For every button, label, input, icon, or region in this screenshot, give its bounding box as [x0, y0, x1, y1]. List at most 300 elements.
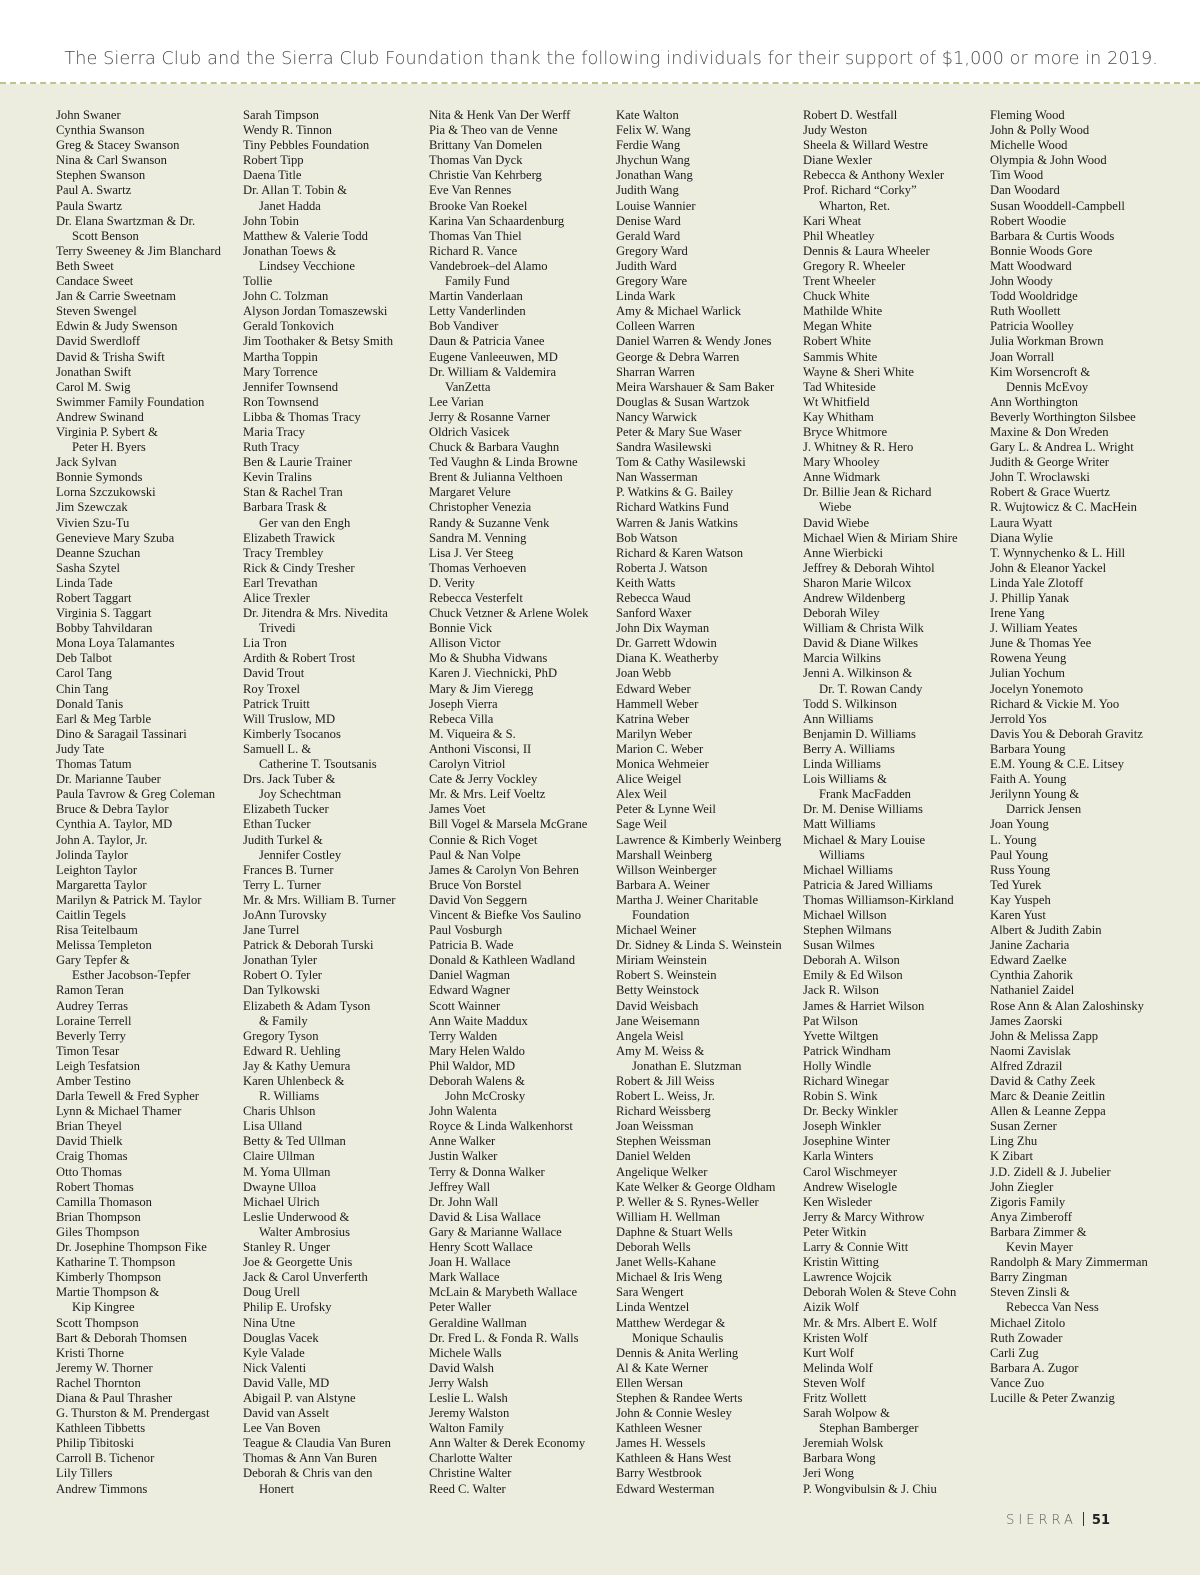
donor-name: Olympia & John Wood	[990, 153, 1107, 168]
donor-name: Beverly Worthington Silsbee	[990, 409, 1136, 424]
donor-name: Robert S. Weinstein	[616, 968, 717, 983]
donor-name-continuation: Dr. T. Rowan Candy	[819, 681, 923, 696]
donor-name: Dr. Fred L. & Fonda R. Walls	[429, 1330, 579, 1345]
donor-name: D. Verity	[429, 575, 475, 590]
donor-name: Samuell L. &	[243, 741, 312, 756]
donor-name: Karla Winters	[803, 1149, 874, 1164]
donor-name: Otto Thomas	[56, 1164, 122, 1179]
donor-name: Paul A. Swartz	[56, 183, 132, 198]
donor-name: Bryce Whitmore	[803, 424, 888, 439]
donor-name: Miriam Weinstein	[616, 953, 707, 968]
donor-name: Trent Wheeler	[803, 274, 876, 289]
donor-name: Libba & Thomas Tracy	[243, 409, 361, 424]
donor-name-continuation: Scott Benson	[72, 228, 139, 243]
donor-name-continuation: Lindsey Vecchione	[259, 258, 355, 273]
donor-name: Patrick & Deborah Turski	[243, 938, 374, 953]
donor-name: Thomas Tatum	[56, 757, 132, 772]
donor-name: Jeffrey Wall	[429, 1179, 491, 1194]
donor-name: Faith A. Young	[990, 772, 1067, 787]
donor-name: Tiny Pebbles Foundation	[243, 138, 370, 153]
donor-name: Linda Yale Zlotoff	[990, 575, 1084, 590]
donor-name: Jonathan Tyler	[243, 953, 318, 968]
donor-name: Matthew & Valerie Todd	[243, 228, 368, 243]
donor-name: Carol Tang	[56, 666, 112, 681]
donor-name: Lorna Szczukowski	[56, 485, 156, 500]
donor-name: Christie Van Kehrberg	[429, 168, 542, 183]
donor-name: Barbara Young	[990, 741, 1066, 756]
donor-name: Kate Welker & George Oldham	[616, 1179, 776, 1194]
donor-name: Ann Williams	[803, 711, 874, 726]
donor-name: Robert O. Tyler	[243, 968, 322, 983]
donor-name: Judy Weston	[803, 123, 868, 138]
donor-name: Brooke Van Roekel	[429, 198, 528, 213]
donor-name: Richard Weissberg	[616, 1104, 711, 1119]
donor-name: Janet Wells-Kahane	[616, 1255, 716, 1270]
donor-name: Leslie Underwood &	[243, 1209, 350, 1224]
donor-name: Sheela & Willard Westre	[803, 138, 928, 153]
donor-name: Ruth Zowader	[990, 1330, 1063, 1345]
donor-name: Daun & Patricia Vanee	[429, 334, 545, 349]
donor-name: Jim Toothaker & Betsy Smith	[243, 334, 394, 349]
donor-name: Marshall Weinberg	[616, 847, 713, 862]
donor-name: Cynthia Swanson	[56, 123, 145, 138]
donor-name: Judith Ward	[616, 258, 677, 273]
donor-name: P. Watkins & G. Bailey	[616, 485, 733, 500]
donor-name: David Weisbach	[616, 998, 699, 1013]
donor-name: Jane Turrel	[243, 923, 300, 938]
donor-name: Marilyn Weber	[616, 726, 693, 741]
donor-name: Barbara Wong	[803, 1451, 876, 1466]
donor-name: Maria Tracy	[243, 424, 305, 439]
donor-name: Brittany Van Domelen	[429, 138, 543, 153]
donor-name: Jeremy Walston	[429, 1406, 510, 1421]
donor-name: Beth Sweet	[56, 258, 114, 273]
donor-name: Edwin & Judy Swenson	[56, 319, 178, 334]
donor-name: Ben & Laurie Trainer	[243, 455, 352, 470]
donor-name: Robert L. Weiss, Jr.	[616, 1089, 715, 1104]
donor-name: Dr. William & Valdemira	[429, 364, 557, 379]
donor-name: Kimberly Tsocanos	[243, 726, 341, 741]
donor-name: Katharine T. Thompson	[56, 1255, 176, 1270]
donor-name: Michael & Mary Louise	[803, 832, 926, 847]
donor-name: Todd Wooldridge	[990, 289, 1078, 304]
donor-name: Barry Westbrook	[616, 1466, 702, 1481]
donor-name: Margaret Velure	[429, 485, 511, 500]
donor-name: Roy Troxel	[243, 681, 301, 696]
donor-name: Anne Widmark	[803, 470, 881, 485]
donor-name: Lisa J. Ver Steeg	[429, 545, 514, 560]
donor-name: Benjamin D. Williams	[803, 726, 916, 741]
donor-name: Ron Townsend	[243, 394, 319, 409]
donor-name: Rebecca & Anthony Wexler	[803, 168, 945, 183]
donor-name: Gerald Ward	[616, 228, 681, 243]
donor-name: Jonathan Toews &	[243, 243, 337, 258]
donor-name: Peter Witkin	[803, 1224, 867, 1239]
donor-name: Judith Turkel &	[243, 832, 323, 847]
donor-name: Steven Swengel	[56, 304, 137, 319]
donor-name-continuation: Wiebe	[819, 500, 852, 515]
donor-name: Richard Watkins Fund	[616, 500, 729, 515]
donor-name: Marcia Wilkins	[803, 651, 881, 666]
donor-name: Ramon Teran	[56, 983, 124, 998]
donor-name: David Valle, MD	[243, 1375, 330, 1390]
donor-name-continuation: Wharton, Ret.	[819, 198, 890, 213]
donor-name: Jeremy W. Thorner	[56, 1360, 153, 1375]
donor-name: Swimmer Family Foundation	[56, 394, 205, 409]
donor-name: Yvette Wiltgen	[803, 1028, 879, 1043]
donor-name-continuation: Family Fund	[445, 274, 510, 289]
donor-name: Barbara Trask &	[243, 500, 327, 515]
donor-name: Camilla Thomason	[56, 1194, 152, 1209]
donor-name: Chuck White	[803, 289, 870, 304]
donor-name: Richard & Vickie M. Yoo	[990, 696, 1120, 711]
donor-name: Peter & Lynne Weil	[616, 802, 716, 817]
donor-name: Rick & Cindy Tresher	[243, 560, 355, 575]
donor-name: JoAnn Turovsky	[243, 907, 327, 922]
donor-column-4	[616, 108, 782, 1497]
donor-name: Betty & Ted Ullman	[243, 1134, 346, 1149]
donor-name: David Swerdloff	[56, 334, 141, 349]
donor-name: Denise Ward	[616, 213, 681, 228]
donor-name: Robert Tipp	[243, 153, 304, 168]
donor-name: Dr. Becky Winkler	[803, 1104, 898, 1119]
donor-name: Deborah A. Wilson	[803, 953, 900, 968]
donor-name-continuation: Foundation	[632, 907, 690, 922]
donor-name: Mathilde White	[803, 304, 883, 319]
donor-name: Megan White	[803, 319, 872, 334]
donor-name: Pia & Theo van de Venne	[429, 123, 558, 138]
donor-name: Angelique Welker	[616, 1164, 708, 1179]
donor-name: Dr. Garrett Wdowin	[616, 636, 717, 651]
donor-name: Thomas Williamson-Kirkland	[803, 892, 954, 907]
donor-name: John & Eleanor Yackel	[990, 560, 1107, 575]
donor-name: Connie & Rich Voget	[429, 832, 538, 847]
donor-name: Dr. John Wall	[429, 1194, 499, 1209]
donor-name: J.D. Zidell & J. Jubelier	[990, 1164, 1111, 1179]
donor-name-continuation: Joy Schechtman	[259, 787, 342, 802]
donor-name: Alex Weil	[616, 787, 667, 802]
donor-name: Todd S. Wilkinson	[803, 696, 897, 711]
donor-name: Rebecca Vesterfelt	[429, 591, 523, 605]
donor-name: Douglas & Susan Wartzok	[616, 394, 750, 409]
donor-name: Kay Whitham	[803, 409, 874, 424]
donor-name: Deborah & Chris van den	[243, 1466, 373, 1481]
donor-name: William & Christa Wilk	[803, 621, 924, 636]
donor-name: Dino & Saragail Tassinari	[56, 726, 187, 741]
donor-name: Lois Williams &	[803, 772, 887, 787]
donor-name: Candace Sweet	[56, 274, 134, 289]
donor-name: Kathleen Tibbetts	[56, 1421, 146, 1436]
donor-name: Edward Wagner	[429, 983, 510, 998]
donor-name: Dr. Sidney & Linda S. Weinstein	[616, 938, 782, 953]
donor-name: Daphne & Stuart Wells	[616, 1224, 733, 1239]
donor-name: Cate & Jerry Vockley	[429, 772, 538, 787]
donor-name: Sara Wengert	[616, 1285, 684, 1300]
donor-name: Anya Zimberoff	[990, 1209, 1072, 1224]
donor-name: Carli Zug	[990, 1345, 1039, 1360]
donor-name: Jay & Kathy Uemura	[243, 1058, 351, 1073]
donor-name: Patrick Truitt	[243, 696, 310, 711]
donor-name-continuation: & Family	[259, 1013, 308, 1028]
donor-name: Sandra M. Venning	[429, 530, 527, 545]
donor-name: Brian Thompson	[56, 1209, 141, 1224]
donor-name: Barbara Zimmer &	[990, 1224, 1087, 1239]
donor-name: Jim Szewczak	[56, 500, 128, 515]
donor-name-continuation: Honert	[259, 1481, 294, 1496]
donor-name: Nina Utne	[243, 1315, 296, 1330]
donor-name: Teague & Claudia Van Buren	[243, 1436, 391, 1451]
donor-name: Jerrold Yos	[990, 711, 1047, 726]
donor-name-continuation: R. Williams	[259, 1089, 320, 1104]
donor-name: Kristin Witting	[803, 1255, 879, 1270]
donor-name: Amber Testino	[56, 1074, 131, 1088]
donor-name: Andrew Wiselogle	[803, 1179, 898, 1194]
donor-name: David Trout	[243, 666, 305, 681]
donor-name: Kari Wheat	[803, 213, 862, 228]
donor-name: Justin Walker	[429, 1149, 498, 1164]
donor-name: Jeffrey & Deborah Wihtol	[803, 560, 935, 575]
donor-name: Bonnie Woods Gore	[990, 243, 1093, 258]
donor-name: Sharran Warren	[616, 364, 695, 379]
donor-name: Dennis & Anita Werling	[616, 1345, 739, 1360]
donor-name: Jack & Carol Unverferth	[243, 1270, 368, 1285]
donor-name: Abigail P. van Alstyne	[243, 1390, 356, 1405]
donor-name: M. Yoma Ullman	[243, 1164, 331, 1179]
donor-name: Deanne Szuchan	[56, 545, 141, 560]
donor-name: Wendy R. Tinnon	[243, 123, 332, 138]
donor-name: Stanley R. Unger	[243, 1240, 331, 1255]
donor-name: Maxine & Don Wreden	[990, 424, 1109, 439]
donor-name: Anne Walker	[429, 1134, 496, 1149]
donor-name: Nina & Carl Swanson	[56, 153, 167, 168]
donor-name: Scott Thompson	[56, 1315, 139, 1330]
donor-name: Stephen Weissman	[616, 1134, 711, 1149]
donor-name: Sanford Waxer	[616, 606, 692, 621]
donor-name: McLain & Marybeth Wallace	[429, 1285, 578, 1300]
donor-name: Kay Yuspeh	[990, 892, 1051, 907]
donor-name: Diana Wylie	[990, 530, 1054, 545]
donor-name: Margaretta Taylor	[56, 877, 147, 892]
donor-name: Joan Young	[990, 817, 1049, 832]
donor-name: Amy M. Weiss &	[616, 1043, 705, 1058]
donor-name: Warren & Janis Watkins	[616, 515, 738, 530]
donor-name: Donald & Kathleen Wadland	[429, 953, 575, 968]
donor-name: Daniel Warren & Wendy Jones	[616, 334, 772, 349]
donor-name: Phil Wheatley	[803, 228, 875, 243]
donor-name: Mo & Shubha Vidwans	[429, 651, 548, 666]
donor-name: Mr. & Mrs. William B. Turner	[243, 892, 396, 907]
donor-name: Tad Whiteside	[803, 379, 876, 394]
donor-name: James Zaorski	[990, 1013, 1063, 1028]
donor-name: Terry Walden	[429, 1028, 498, 1043]
donor-name: J. William Yeates	[990, 621, 1078, 636]
donor-name: Patricia & Jared Williams	[803, 877, 933, 892]
donor-name: Matt Woodward	[990, 258, 1072, 273]
donor-name: Susan Wooddell-Campbell	[990, 198, 1125, 213]
donor-name: Jerry & Marcy Withrow	[803, 1209, 925, 1224]
page-header	[0, 0, 1200, 82]
donor-name: Mark Wallace	[429, 1270, 500, 1285]
donor-name: Rowena Yeung	[990, 651, 1067, 666]
donor-name: Sarah Timpson	[243, 108, 319, 122]
donor-name: Dan Woodard	[990, 183, 1060, 198]
donor-name: Doug Urell	[243, 1285, 301, 1300]
donor-name: Lee Van Boven	[243, 1421, 321, 1436]
donor-name: Walton Family	[429, 1421, 504, 1436]
donor-name: Terry L. Turner	[243, 877, 321, 892]
donor-name: Sharon Marie Wilcox	[803, 575, 912, 590]
donor-name-continuation: Walter Ambrosius	[259, 1224, 350, 1239]
donor-name: Cynthia Zahorik	[990, 968, 1073, 983]
donor-name: Edward R. Uehling	[243, 1043, 341, 1058]
donor-name: Stephen Wilmans	[803, 923, 892, 938]
donor-name: Lia Tron	[243, 636, 287, 651]
donor-name-continuation: Kip Kingree	[72, 1300, 135, 1315]
donor-name: Timon Tesar	[56, 1043, 120, 1058]
donor-name: Daniel Wagman	[429, 968, 510, 983]
donor-name: Joseph Winkler	[803, 1119, 881, 1134]
donor-name: Earl & Meg Tarble	[56, 711, 152, 726]
donor-name: Martin Vanderlaan	[429, 289, 523, 304]
donor-name: Michael Zitolo	[990, 1315, 1066, 1330]
donor-name: Stephen & Randee Werts	[616, 1390, 743, 1405]
donor-name: Genevieve Mary Szuba	[56, 530, 175, 545]
donor-name: Gerald Tonkovich	[243, 319, 334, 334]
page-number: 51	[1091, 1513, 1110, 1528]
donor-name: Larry & Connie Witt	[803, 1240, 909, 1255]
donor-name: Matthew Werdegar &	[616, 1315, 726, 1330]
donor-name: Dwayne Ulloa	[243, 1179, 317, 1194]
donor-name: Patrick Windham	[803, 1043, 891, 1058]
donor-name: Richard R. Vance	[429, 243, 518, 258]
donor-name: Fritz Wollett	[803, 1390, 867, 1405]
donor-name: Linda Wentzel	[616, 1300, 690, 1315]
donor-name: Judith & George Writer	[990, 455, 1109, 470]
donor-column-3	[429, 108, 588, 1497]
donor-name: Eugene Vanleeuwen, MD	[429, 349, 558, 364]
donor-name: Loraine Terrell	[56, 1013, 132, 1028]
donor-name: Gregory Tyson	[243, 1028, 319, 1043]
donor-name: Mr. & Mrs. Albert E. Wolf	[803, 1315, 937, 1330]
donor-name: Elizabeth Tucker	[243, 802, 329, 817]
donor-name: Alfred Zdrazil	[990, 1058, 1063, 1073]
donor-name: June & Thomas Yee	[990, 636, 1092, 651]
donor-name: Ruth Woollett	[990, 304, 1061, 319]
donor-name: Daena Title	[243, 168, 302, 183]
donor-name: Mary Torrence	[243, 364, 318, 379]
donor-name: Dr. Josephine Thompson Fike	[56, 1240, 207, 1255]
donor-column-6	[990, 108, 1148, 1406]
donor-name: Gregory Ware	[616, 274, 688, 289]
donor-name: Carol M. Swig	[56, 379, 131, 394]
donor-name: Kristi Thorne	[56, 1345, 124, 1360]
donor-name: J. Phillip Yanak	[990, 591, 1070, 605]
donor-name: Terry & Donna Walker	[429, 1164, 545, 1179]
donor-name: Susan Wilmes	[803, 938, 875, 953]
donor-name: Betty Weinstock	[616, 983, 700, 998]
donor-name: Monica Wehmeier	[616, 757, 709, 772]
donor-name: Robert D. Westfall	[803, 108, 898, 122]
donor-name: Joe & Georgette Unis	[243, 1255, 353, 1270]
donor-name: Mona Loya Talamantes	[56, 636, 175, 651]
donor-name: Jack Sylvan	[56, 455, 117, 470]
donor-name: Diana & Paul Thrasher	[56, 1390, 173, 1405]
donor-name: Jocelyn Yonemoto	[990, 681, 1084, 696]
donor-name: Royce & Linda Walkenhorst	[429, 1119, 573, 1134]
donor-name: Pat Wilson	[803, 1013, 858, 1028]
donor-name: James Voet	[429, 802, 486, 817]
donor-name: Bruce & Debra Taylor	[56, 802, 169, 817]
donor-name: Dennis & Laura Wheeler	[803, 243, 930, 258]
donor-name: Charlotte Walter	[429, 1451, 513, 1466]
donor-name: Judith Wang	[616, 183, 679, 198]
donor-name: Tracy Trembley	[243, 545, 324, 560]
donor-name: Chuck Vetzner & Arlene Wolek	[429, 606, 589, 621]
donor-name: Ellen Wersan	[616, 1375, 683, 1390]
donor-name: Mary Helen Waldo	[429, 1043, 525, 1058]
donor-name: Risa Teitelbaum	[56, 923, 138, 938]
donor-name: Nathaniel Zaidel	[990, 983, 1075, 998]
donor-name-continuation: Dennis McEvoy	[1006, 379, 1089, 394]
donor-name: Jerilynn Young &	[990, 787, 1080, 802]
donor-name-continuation: Williams	[819, 847, 865, 862]
donor-name: Jolinda Taylor	[56, 847, 128, 862]
donor-name: Marion C. Weber	[616, 741, 704, 756]
donor-name: Dr. Allan T. Tobin &	[243, 183, 348, 198]
donor-name: Virginia P. Sybert &	[56, 424, 158, 439]
donor-name: David & Lisa Wallace	[429, 1209, 541, 1224]
donor-name: Robert & Jill Weiss	[616, 1074, 715, 1088]
donor-name: Drs. Jack Tuber &	[243, 772, 336, 787]
donor-name: Charis Uhlson	[243, 1104, 316, 1119]
donor-name-continuation: Darrick Jensen	[1006, 802, 1082, 817]
donor-name: Holly Windle	[803, 1058, 872, 1073]
donor-name: Josephine Winter	[803, 1134, 891, 1149]
donor-name: Lee Varian	[429, 394, 484, 409]
donor-name: Chuck & Barbara Vaughn	[429, 440, 560, 455]
donor-name: Michele Walls	[429, 1345, 502, 1360]
donor-name: John Walenta	[429, 1104, 497, 1119]
donor-name: Caitlin Tegels	[56, 907, 126, 922]
donor-name: Joan Worrall	[990, 349, 1055, 364]
donor-name: Gary Tepfer &	[56, 953, 130, 968]
donor-name: Jenni A. Wilkinson &	[803, 666, 913, 681]
donor-name: G. Thurston & M. Prendergast	[56, 1406, 210, 1421]
donor-name: Lawrence Wojcik	[803, 1270, 892, 1285]
donor-name: Leigh Tesfatsion	[56, 1058, 140, 1073]
donor-name: John A. Taylor, Jr.	[56, 832, 148, 847]
donor-name: Kimberly Thompson	[56, 1270, 162, 1285]
donor-name: Sammis White	[803, 349, 878, 364]
donor-name: Patricia Woolley	[990, 319, 1074, 334]
donor-name: Douglas Vacek	[243, 1330, 319, 1345]
donor-name: Paul Vosburgh	[429, 923, 503, 938]
donor-name: John Ziegler	[990, 1179, 1054, 1194]
donor-name: Roberta J. Watson	[616, 560, 708, 575]
donor-name: Linda Wark	[616, 289, 676, 304]
donor-name-continuation: Kevin Mayer	[1006, 1240, 1073, 1255]
donor-name: Elizabeth & Adam Tyson	[243, 998, 371, 1013]
donor-name: Andrew Timmons	[56, 1481, 148, 1496]
donor-name: Deborah Wiley	[803, 606, 880, 621]
donor-name: Alice Weigel	[616, 772, 682, 787]
donor-name: Berry A. Williams	[803, 741, 895, 756]
donor-name: Carolyn Vitriol	[429, 757, 506, 772]
donor-name: Lawrence & Kimberly Weinberg	[616, 832, 782, 847]
donor-name: John & Polly Wood	[990, 123, 1090, 138]
donor-name: Stan & Rachel Tran	[243, 485, 343, 500]
donor-name: Matt Williams	[803, 817, 876, 832]
